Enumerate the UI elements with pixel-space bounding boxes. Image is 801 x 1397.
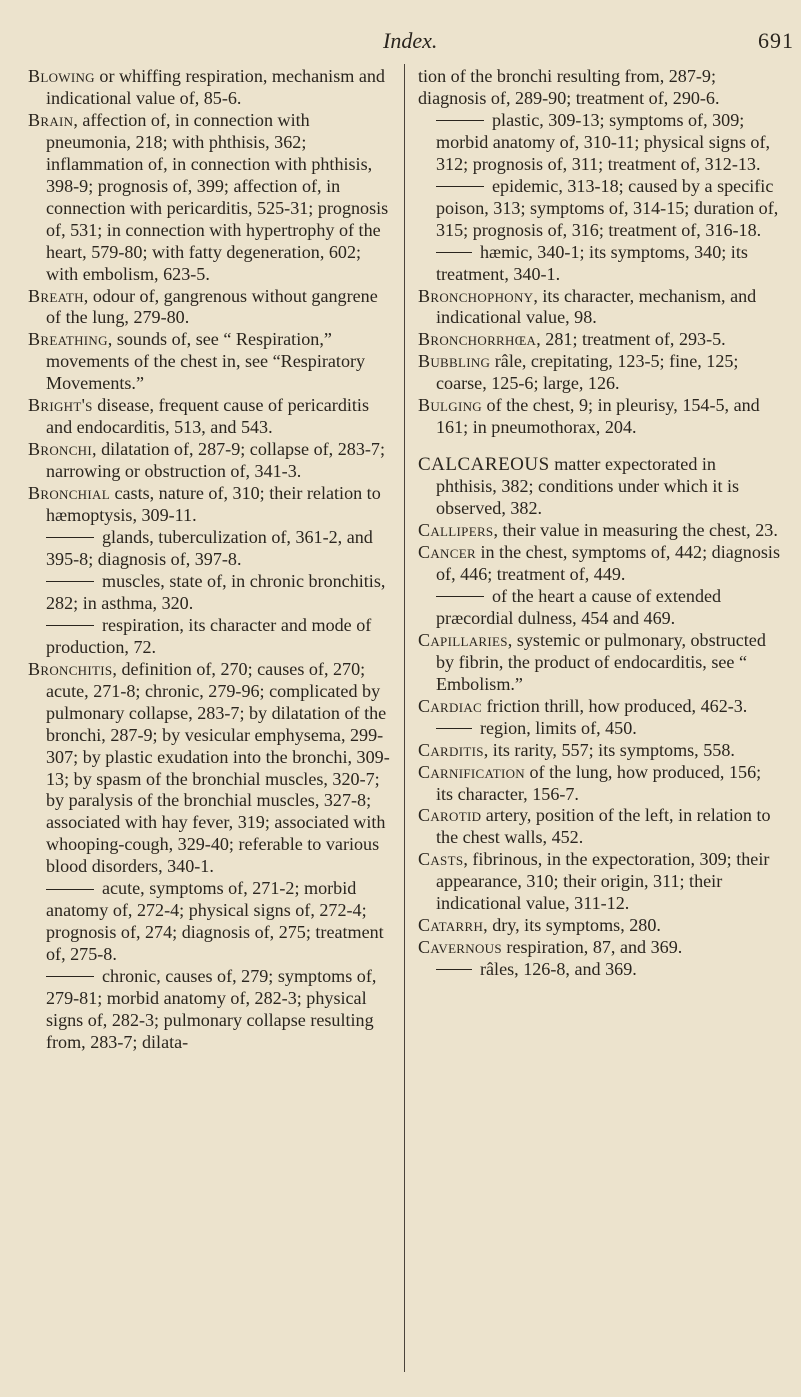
entry-heading: Bulging <box>418 395 482 416</box>
entry-heading: Carnification <box>418 761 525 782</box>
entry-heading: Bronchorrhœa <box>418 329 537 350</box>
ditto-dash <box>46 625 94 626</box>
entry-heading: Bronchi <box>28 439 93 460</box>
ditto-dash <box>46 537 94 538</box>
ditto-dash <box>46 889 94 890</box>
index-entry <box>28 395 393 439</box>
index-subentry <box>418 176 780 242</box>
entry-text: chronic, causes of, 279; symptoms of, 279-81; morbid anatomy of, 282-3; physical signs of, 282-3; pulmonary collapse resulting from, 283-7; dilata- <box>46 966 377 1052</box>
left-column <box>28 66 393 1054</box>
entry-heading: Cancer <box>418 542 476 563</box>
entry-text: of the chest, 9; in pleurisy, 154-5, and 161; in pneumothorax, 204. <box>436 395 760 438</box>
index-entry <box>28 329 393 395</box>
entry-heading: Bubbling <box>418 351 491 372</box>
entry-heading: Cardiac <box>418 695 483 716</box>
index-entry <box>418 696 780 718</box>
entry-text: acute, symptoms of, 271-2; morbid anatomy of, 272-4; physical signs of, 272-4; prognosis of, 274; diagnosis of, 275; treatment of, 275-8. <box>46 878 384 965</box>
entry-text: in the chest, symptoms of, 442; diagnosis of, 446; treatment of, 449. <box>436 542 780 584</box>
entry-text: artery, position of the left, in relation to the chest walls, 452. <box>436 805 771 848</box>
entry-heading: Bronchophony <box>418 285 534 306</box>
index-subentry <box>28 878 393 966</box>
entry-text: disease, frequent cause of pericarditis and endocarditis, 513, and 543. <box>46 395 369 438</box>
entry-text: matter expectorated in phthisis, 382; conditions under which it is observed, 382. <box>436 454 740 519</box>
entry-heading: Bronchitis <box>28 658 113 679</box>
entry-text: respiration, 87, and 369. <box>501 937 683 958</box>
index-entry <box>28 110 393 286</box>
entry-text: , dry, its symptoms, 280. <box>483 915 661 936</box>
index-entry <box>418 395 780 439</box>
index-entry <box>418 762 780 806</box>
index-subentry <box>28 527 393 571</box>
entry-heading: Catarrh <box>418 915 484 936</box>
entry-text: tion of the bronchi resulting from, 287-9; diagnosis of, 289-90; treatment of, 290-6. <box>418 66 720 108</box>
entry-text: , odour of, gangrenous without gangrene of the lung, 279-80. <box>46 285 378 328</box>
entry-heading: Bright's <box>28 395 93 416</box>
index-entry <box>418 805 780 849</box>
index-entry <box>418 286 780 330</box>
index-entry <box>418 542 780 586</box>
index-entry <box>418 520 780 542</box>
entry-text: respiration, its character and mode of production, 72. <box>46 614 372 657</box>
ditto-dash <box>436 596 484 597</box>
entry-heading: Brain <box>28 109 74 130</box>
entry-heading: Breath <box>28 285 84 306</box>
entry-text: epidemic, 313-18; caused by a specific poison, 313; symptoms of, 314-15; duration of, 315; prognosis of, 316; treatment of, 316-18. <box>436 175 779 240</box>
entry-text: of the lung, how produced, 156; its character, 156-7. <box>436 761 762 804</box>
entry-text: region, limits of, 450. <box>480 717 637 738</box>
entry-heading: Capillaries <box>418 629 508 650</box>
entry-text: casts, nature of, 310; their relation to hæmoptysis, 309-11. <box>46 483 381 526</box>
ditto-dash <box>46 581 94 582</box>
entry-text: , 281; treatment of, 293-5. <box>536 329 726 350</box>
index-entry <box>418 630 780 696</box>
entry-heading: Bronchial <box>28 483 110 504</box>
index-entry <box>418 937 780 959</box>
index-entry <box>418 740 780 762</box>
entry-heading: Blowing <box>28 66 95 86</box>
ditto-dash <box>436 252 472 253</box>
entry-text: or whiffing respiration, mechanism and indicational value of, 85-6. <box>46 66 385 108</box>
entry-heading: Carotid <box>418 805 482 826</box>
entry-text: râle, crepitating, 123-5; fine, 125; coarse, 125-6; large, 126. <box>436 351 739 394</box>
entry-text: , its character, mechanism, and indicational value, 98. <box>436 285 757 328</box>
page-header <box>0 18 801 58</box>
index-subentry <box>418 242 780 286</box>
right-column <box>418 66 780 981</box>
entry-text: , its rarity, 557; its symptoms, 558. <box>483 739 735 760</box>
entry-text: muscles, state of, in chronic bronchitis, 282; in asthma, 320. <box>46 570 386 613</box>
entry-text: , their value in measuring the chest, 23. <box>493 520 778 541</box>
index-entry <box>418 849 780 915</box>
entry-heading: Callipers <box>418 520 494 541</box>
entry-heading: Cavernous <box>418 937 502 958</box>
index-subentry <box>418 718 780 740</box>
running-title: Index. <box>383 28 438 53</box>
page-number: 691 <box>758 28 794 53</box>
entry-text: hæmic, 340-1; its symptoms, 340; its treatment, 340-1. <box>436 241 748 284</box>
entry-text: glands, tuberculization of, 361-2, and 395-8; diagnosis of, 397-8. <box>46 527 373 569</box>
ditto-dash <box>436 969 472 970</box>
index-subentry <box>418 586 780 630</box>
ditto-dash <box>436 728 472 729</box>
entry-heading: Carditis <box>418 739 484 760</box>
ditto-dash <box>46 976 94 977</box>
entry-text: râles, 126-8, and 369. <box>480 959 637 980</box>
entry-text: of the heart a cause of extended præcordial dulness, 454 and 469. <box>436 585 722 628</box>
entry-heading: CALCAREOUS <box>418 454 550 476</box>
entry-heading: Casts <box>418 849 464 870</box>
index-entry <box>28 659 393 879</box>
ditto-dash <box>436 186 484 187</box>
index-subentry <box>28 615 393 659</box>
index-entry <box>418 351 780 395</box>
index-entry <box>418 329 780 351</box>
entry-text: , systemic or pulmonary, obstructed by fibrin, the product of endocarditis, see “ Embolism.” <box>436 629 766 694</box>
index-subentry <box>418 110 780 176</box>
entry-heading: Breathing <box>28 329 108 350</box>
index-entry <box>28 439 393 483</box>
index-subentry <box>418 959 780 981</box>
entry-text: , fibrinous, in the expectoration, 309; their appearance, 310; their origin, 311; their indicational value, 311-12. <box>436 849 770 914</box>
entry-text: , sounds of, see “ Respiration,” movements of the chest in, see “Respiratory Movements.” <box>46 329 366 394</box>
entry-text: , affection of, in connection with pneumonia, 218; with phthisis, 362; inflammation of, in connection with phthisis, 398-9; prognosis of, 399; affection of, in connection with pericarditis, 525-31; prognosis of, 531; in connection with hypertrophy of the heart, 579-80; with fatty degeneration, 602; with embolism, 623-5. <box>46 109 389 284</box>
ditto-dash <box>436 120 484 121</box>
column-divider <box>404 64 405 1372</box>
index-subentry <box>28 966 393 1054</box>
index-entry <box>418 454 780 520</box>
index-subentry <box>28 571 393 615</box>
index-continuation <box>418 66 780 110</box>
index-entry <box>418 915 780 937</box>
index-entry <box>28 483 393 527</box>
entry-text: friction thrill, how produced, 462-3. <box>482 695 748 716</box>
index-entry <box>28 286 393 330</box>
entry-text: plastic, 309-13; symptoms of, 309; morbid anatomy of, 310-11; physical signs of, 312; prognosis of, 311; treatment of, 312-13. <box>436 109 771 174</box>
entry-text: , dilatation of, 287-9; collapse of, 283-7; narrowing or obstruction of, 341-3. <box>46 439 385 482</box>
entry-text: , definition of, 270; causes of, 270; acute, 271-8; chronic, 279-96; complicated by pulmonary collapse, 283-7; by dilatation of the bronchi, 287-9; by vesicular emphysema, 299-307; by plastic exudation into the bronchi, 309-13; by spasm of the bronchial muscles, 320-7; by paralysis of the bronchial muscles, 327-8; associated with hay fever, 319; associated with whooping-cough, 329-40; referable to various blood disorders, 340-1. <box>46 658 390 877</box>
index-entry <box>28 66 393 110</box>
